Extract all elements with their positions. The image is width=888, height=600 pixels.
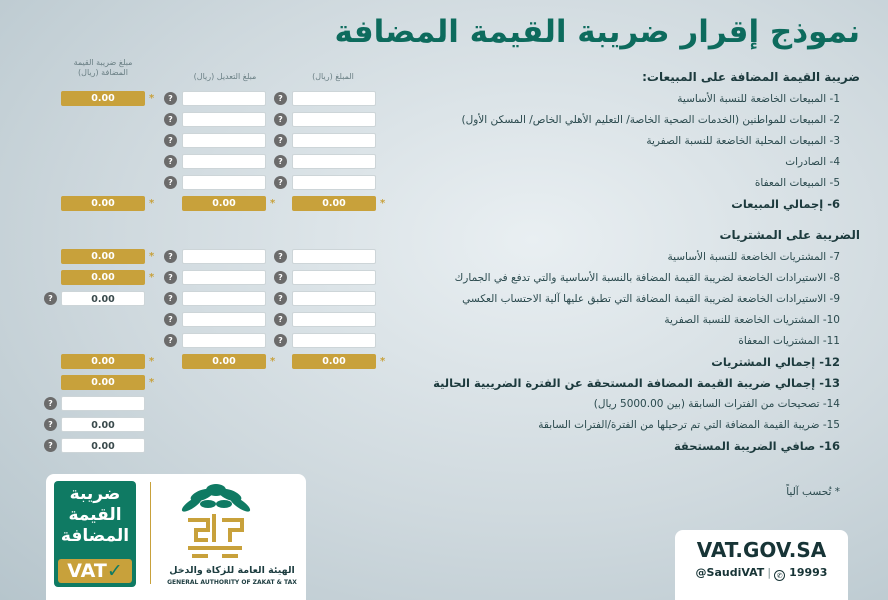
- help-icon-vat-row-16[interactable]: ?: [44, 439, 57, 452]
- adjustment-field-row-1[interactable]: [182, 91, 266, 106]
- website-link[interactable]: VAT.GOV.SA: [696, 538, 827, 562]
- adjustment-field-row-2[interactable]: [182, 112, 266, 127]
- column-header-vat-line1: مبلغ ضريبة القيمة: [73, 58, 133, 67]
- adjustment-field-row-6: 0.00: [182, 196, 266, 211]
- row-label-11: 11- المشتريات المعفاة: [738, 335, 840, 347]
- help-icon-adjustment-row-7[interactable]: ?: [164, 250, 177, 263]
- adjustment-field-row-10[interactable]: [182, 312, 266, 327]
- adjustment-field-row-12: 0.00: [182, 354, 266, 369]
- help-icon-amount-row-5[interactable]: ?: [274, 176, 287, 189]
- vat-field-row-9[interactable]: 0.00: [61, 291, 145, 306]
- vat-field-row-13: 0.00: [61, 375, 145, 390]
- amount-field-row-4[interactable]: [292, 154, 376, 169]
- row-label-16: 16- صافي الضريبة المستحقة: [673, 439, 840, 453]
- auto-calc-marker-row-13: *: [149, 377, 155, 388]
- help-icon-amount-row-3[interactable]: ?: [274, 134, 287, 147]
- vat-logo: [54, 481, 136, 587]
- row-label-7: 7- المشتريات الخاضعة للنسبة الأساسية: [667, 251, 840, 263]
- auto-calc-marker-row-6: *: [270, 198, 276, 209]
- adjustment-field-row-5[interactable]: [182, 175, 266, 190]
- auto-calc-marker-row-8: *: [149, 272, 155, 283]
- column-header-vat: [60, 58, 146, 78]
- vat-logo-line3: المضافة: [60, 526, 130, 546]
- auto-calc-marker-row-1: *: [149, 93, 155, 104]
- row-label-2: 2- المبيعات للمواطنين (الخدمات الصحية الخاصة/ التعليم الأهلي الخاص/ المسكن الأول): [461, 114, 840, 126]
- logo-divider: [150, 482, 151, 584]
- help-icon-adjustment-row-1[interactable]: ?: [164, 92, 177, 105]
- help-icon-adjustment-row-2[interactable]: ?: [164, 113, 177, 126]
- auto-calc-marker-row-12: *: [149, 356, 155, 367]
- vat-field-row-7: 0.00: [61, 249, 145, 264]
- vat-field-row-16[interactable]: 0.00: [61, 438, 145, 453]
- help-icon-amount-row-1[interactable]: ?: [274, 92, 287, 105]
- amount-field-row-7[interactable]: [292, 249, 376, 264]
- authority-name-english: GENERAL AUTHORITY OF ZAKAT & TAX: [167, 579, 297, 586]
- row-label-14: 14- تصحيحات من الفترات السابقة (بين 5000.00 ريال): [593, 398, 840, 410]
- vat-field-row-14[interactable]: [61, 396, 145, 411]
- help-icon-amount-row-2[interactable]: ?: [274, 113, 287, 126]
- amount-field-row-6: 0.00: [292, 196, 376, 211]
- auto-calc-marker-row-12: *: [270, 356, 276, 367]
- help-icon-adjustment-row-3[interactable]: ?: [164, 134, 177, 147]
- page-title: نموذج إقرار ضريبة القيمة المضافة: [334, 14, 860, 50]
- separator: |: [767, 566, 772, 579]
- amount-field-row-11[interactable]: [292, 333, 376, 348]
- row-label-13: 13- إجمالي ضريبة القيمة المضافة المستحقة عن الفترة الضريبية الحالية: [433, 376, 840, 390]
- auto-calc-marker-row-6: *: [149, 198, 155, 209]
- phone-number: 19993: [789, 566, 828, 579]
- amount-field-row-2[interactable]: [292, 112, 376, 127]
- adjustment-field-row-11[interactable]: [182, 333, 266, 348]
- column-header-adjustment: مبلغ التعديل (ريال): [193, 72, 257, 81]
- amount-field-row-8[interactable]: [292, 270, 376, 285]
- help-icon-vat-row-9[interactable]: ?: [44, 292, 57, 305]
- amount-field-row-9[interactable]: [292, 291, 376, 306]
- help-icon-amount-row-11[interactable]: ?: [274, 334, 287, 347]
- authority-name-arabic: الهيئة العامة للزكاة والدخل: [169, 565, 295, 576]
- help-icon-adjustment-row-10[interactable]: ?: [164, 313, 177, 326]
- row-label-15: 15- ضريبة القيمة المضافة التي تم ترحيلها من الفترة/الفترات السابقة: [538, 419, 840, 431]
- contact-card: [675, 530, 848, 600]
- auto-calc-marker-row-6: *: [380, 198, 386, 209]
- amount-field-row-5[interactable]: [292, 175, 376, 190]
- phone-icon: ✆: [774, 570, 785, 581]
- vat-field-row-8: 0.00: [61, 270, 145, 285]
- vat-logo-text: VAT: [67, 560, 107, 582]
- amount-field-row-10[interactable]: [292, 312, 376, 327]
- vat-field-row-15[interactable]: 0.00: [61, 417, 145, 432]
- row-label-6: 6- إجمالي المبيعات: [731, 197, 840, 211]
- palm-tree-emblem-icon: [178, 480, 254, 562]
- adjustment-field-row-7[interactable]: [182, 249, 266, 264]
- vat-logo-line1: ضريبة: [69, 484, 121, 504]
- help-icon-amount-row-8[interactable]: ?: [274, 271, 287, 284]
- row-label-8: 8- الاستيرادات الخاضعة لضريبة القيمة المضافة بالنسبة الأساسية والتي تدفع في الجمارك: [454, 272, 840, 284]
- vat-logo-arabic: [54, 484, 136, 547]
- adjustment-field-row-9[interactable]: [182, 291, 266, 306]
- help-icon-vat-row-14[interactable]: ?: [44, 397, 57, 410]
- column-header-amount: المبلغ (ريال): [312, 72, 354, 81]
- vat-field-row-1: 0.00: [61, 91, 145, 106]
- row-label-9: 9- الاستيرادات الخاضعة لضريبة القيمة المضافة التي تطبق عليها آلية الاحتساب العكسي: [462, 293, 840, 305]
- help-icon-adjustment-row-5[interactable]: ?: [164, 176, 177, 189]
- amount-field-row-1[interactable]: [292, 91, 376, 106]
- auto-calculated-note: * تُحسب آلياً: [786, 486, 840, 498]
- help-icon-adjustment-row-9[interactable]: ?: [164, 292, 177, 305]
- vat-field-row-12: 0.00: [61, 354, 145, 369]
- column-header-vat-line2: المضافة (ريال): [78, 68, 128, 77]
- row-label-5: 5- المبيعات المعفاة: [754, 177, 840, 189]
- logo-card: [46, 474, 306, 600]
- adjustment-field-row-8[interactable]: [182, 270, 266, 285]
- amount-field-row-12: 0.00: [292, 354, 376, 369]
- help-icon-vat-row-15[interactable]: ?: [44, 418, 57, 431]
- adjustment-field-row-4[interactable]: [182, 154, 266, 169]
- vat-logo-line2: القيمة: [68, 505, 122, 525]
- help-icon-amount-row-7[interactable]: ?: [274, 250, 287, 263]
- help-icon-adjustment-row-11[interactable]: ?: [164, 334, 177, 347]
- amount-field-row-3[interactable]: [292, 133, 376, 148]
- help-icon-adjustment-row-4[interactable]: ?: [164, 155, 177, 168]
- help-icon-amount-row-10[interactable]: ?: [274, 313, 287, 326]
- vat-field-row-6: 0.00: [61, 196, 145, 211]
- row-label-12: 12- إجمالي المشتريات: [711, 355, 840, 369]
- row-label-1: 1- المبيعات الخاضعة للنسبة الأساسية: [677, 93, 840, 105]
- row-label-4: 4- الصادرات: [785, 156, 840, 168]
- help-icon-adjustment-row-8[interactable]: ?: [164, 271, 177, 284]
- checkmark-icon: ✓: [106, 560, 123, 582]
- auto-calc-marker-row-12: *: [380, 356, 386, 367]
- twitter-handle[interactable]: @SaudiVAT: [695, 566, 765, 579]
- row-label-10: 10- المشتريات الخاضعة للنسبة الصفرية: [664, 314, 840, 326]
- section-heading-sales: ضريبة القيمة المضافة على المبيعات:: [642, 70, 860, 84]
- help-icon-amount-row-4[interactable]: ?: [274, 155, 287, 168]
- row-label-3: 3- المبيعات المحلية الخاضعة للنسبة الصفرية: [646, 135, 840, 147]
- auto-calc-marker-row-7: *: [149, 251, 155, 262]
- section-heading-purchases: الضريبة على المشتريات: [719, 228, 860, 242]
- adjustment-field-row-3[interactable]: [182, 133, 266, 148]
- help-icon-amount-row-9[interactable]: ?: [274, 292, 287, 305]
- vat-logo-english: [58, 559, 132, 583]
- contact-line: [675, 566, 848, 581]
